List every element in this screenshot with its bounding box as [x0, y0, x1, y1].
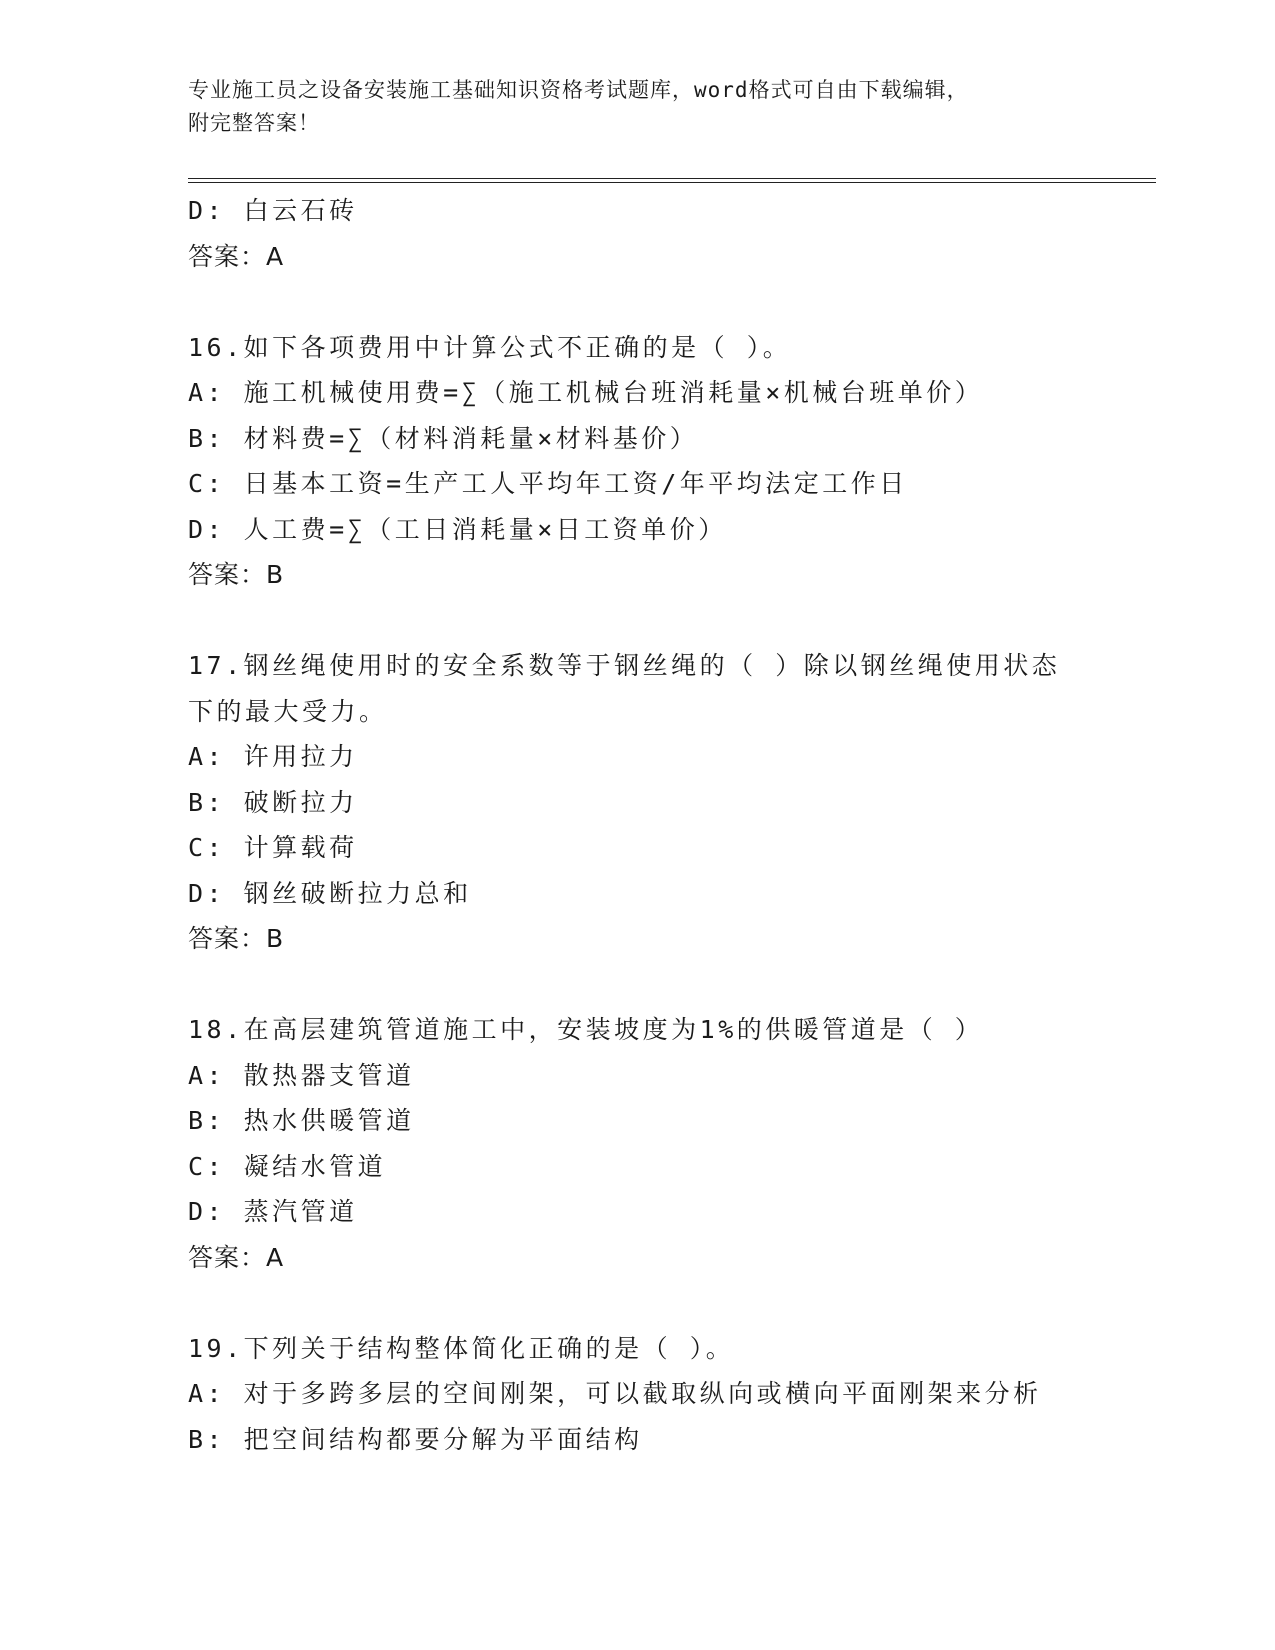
header-divider: [188, 178, 1156, 183]
question-19: [188, 1326, 1088, 1463]
document-body: [188, 188, 1088, 1462]
header-line-1: 专业施工员之设备安装施工基础知识资格考试题库，word格式可自由下载编辑，: [188, 78, 969, 102]
document-header: [188, 74, 1088, 140]
header-line-2: 附完整答案！: [188, 111, 320, 135]
answer-line: 答案：A: [188, 241, 285, 271]
option-d: D: 蒸汽管道: [188, 1197, 358, 1226]
question-carryover: [188, 188, 1088, 279]
answer-line: 答案：B: [188, 560, 285, 589]
question-16: [188, 325, 1088, 598]
option-c: C: 日基本工资=生产工人平均年工资/年平均法定工作日: [188, 469, 908, 498]
option-d: D: 钢丝破断拉力总和: [188, 878, 472, 908]
option-a: A: 对于多跨多层的空间刚架，可以截取纵向或横向平面刚架来分析: [188, 1379, 1042, 1408]
spacer: [188, 279, 1088, 325]
option-d: D: 人工费=∑（工日消耗量×日工资单价）: [188, 514, 727, 544]
option-a: A: 施工机械使用费=∑（施工机械台班消耗量×机械台班单价）: [188, 378, 984, 407]
answer-line: 答案：B: [188, 924, 285, 953]
answer-line: 答案：A: [188, 1242, 285, 1272]
option-a: A: 许用拉力: [188, 742, 358, 771]
question-stem: 17.钢丝绳使用时的安全系数等于钢丝绳的（ ）除以钢丝绳使用状态: [188, 651, 1061, 680]
option-c: C: 计算载荷: [188, 833, 358, 862]
spacer: [188, 1280, 1088, 1326]
spacer: [188, 962, 1088, 1008]
option-b: B: 破断拉力: [188, 787, 358, 817]
option-d: D: 白云石砖: [188, 196, 358, 225]
question-stem: 19.下列关于结构整体简化正确的是（ ）。: [188, 1333, 735, 1363]
spacer: [188, 598, 1088, 644]
question-stem: 16.如下各项费用中计算公式不正确的是（ ）。: [188, 332, 792, 362]
question-17: [188, 643, 1088, 962]
question-stem-continued: 下的最大受力。: [188, 696, 388, 726]
option-b: B: 材料费=∑（材料消耗量×材料基价）: [188, 423, 699, 453]
option-c: C: 凝结水管道: [188, 1151, 387, 1181]
question-18: [188, 1007, 1088, 1280]
question-stem: 18.在高层建筑管道施工中，安装坡度为1%的供暖管道是（ ）: [188, 1015, 984, 1044]
option-a: A: 散热器支管道: [188, 1060, 415, 1090]
option-b: B: 热水供暖管道: [188, 1106, 415, 1135]
option-b: B: 把空间结构都要分解为平面结构: [188, 1424, 643, 1454]
